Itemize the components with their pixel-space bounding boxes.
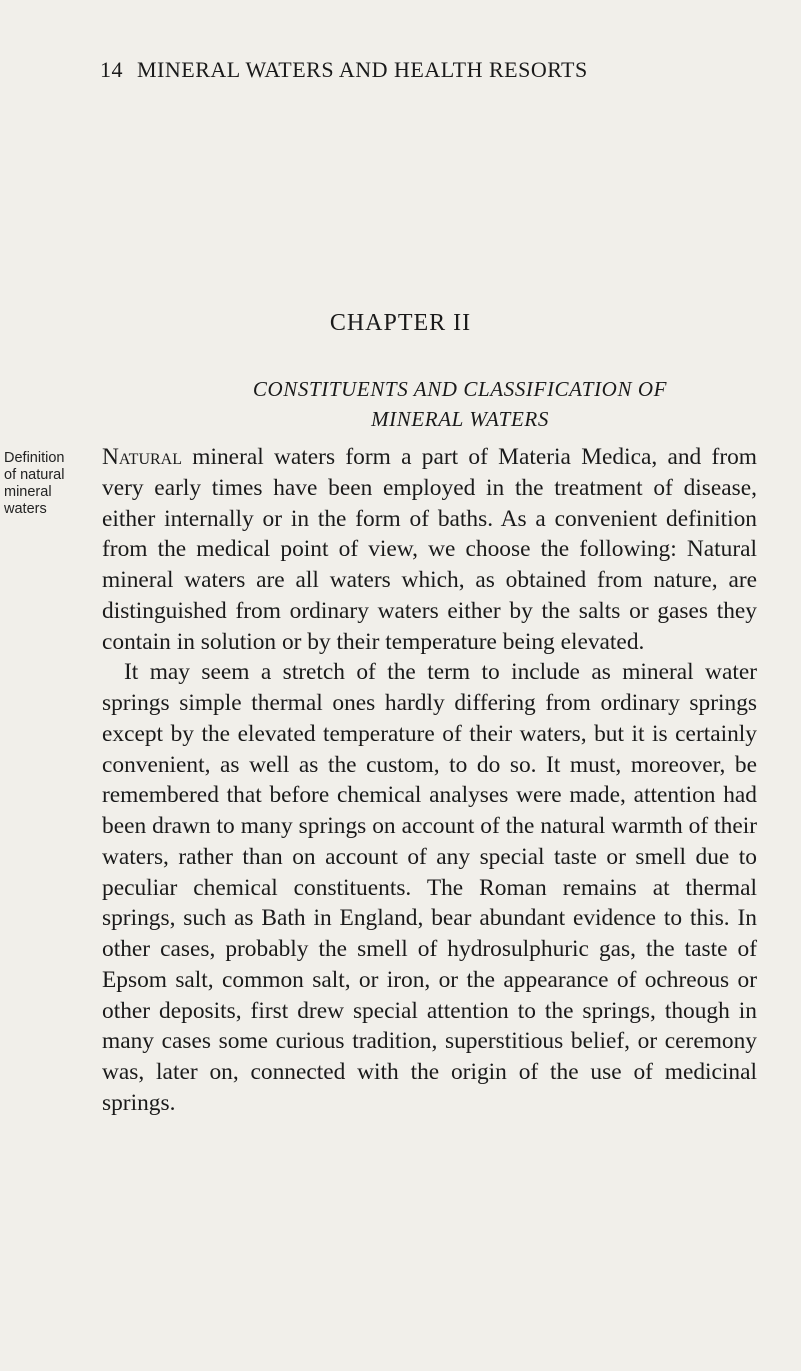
- paragraph-1-text: mineral waters form a part of Materia Medica, and from very early times have been employed in the treatment of disease, either internally or in the form of baths. As a convenient definition from the medical point of view, we choose the following: Natural mineral waters are all waters which, as obtained from nature, are distinguished from ordinary waters either by the salts or gases they contain in solution or by their temperature being elevated.: [102, 444, 757, 655]
- margin-note-line: of natural: [4, 467, 65, 483]
- margin-note-line: waters: [4, 501, 47, 517]
- running-head: [100, 57, 720, 83]
- page-number: 14: [100, 57, 123, 82]
- chapter-title: [160, 374, 760, 434]
- margin-note-line: Definition: [4, 450, 65, 466]
- margin-note: [4, 450, 94, 518]
- running-title: MINERAL WATERS AND HEALTH RESORTS: [137, 57, 588, 82]
- chapter-title-line-2: MINERAL WATERS: [371, 407, 549, 431]
- body-text: [102, 442, 757, 1119]
- chapter-title-line-1: CONSTITUENTS AND CLASSIFICATION OF: [252, 377, 668, 401]
- margin-note-line: mineral: [4, 484, 52, 500]
- lead-word: Natural: [102, 444, 183, 470]
- chapter-number: CHAPTER II: [329, 310, 472, 336]
- paragraph-1: [102, 442, 757, 657]
- paragraph-2: It may seem a stretch of the term to include as mineral water springs simple thermal ones hardly differing from ordinary springs except by the elevated temperature of their waters, but it is certainly convenient, as well as the custom, to do so. It must, moreover, be remembered that before chemical analyses were made, attention had been drawn to many springs on account of the natural warmth of their waters, rather than on account of any special taste or smell due to peculiar chemical constituents. The Roman remains at thermal springs, such as Bath in England, bear abundant evidence to this. In other cases, probably the smell of hydrosulphuric gas, the taste of Epsom salt, common salt, or iron, or the appearance of ochreous or other deposits, first drew special attention to the springs, though in many cases some curious tradition, superstitious belief, or ceremony was, later on, connected with the origin of the use of medicinal springs.: [102, 659, 757, 1116]
